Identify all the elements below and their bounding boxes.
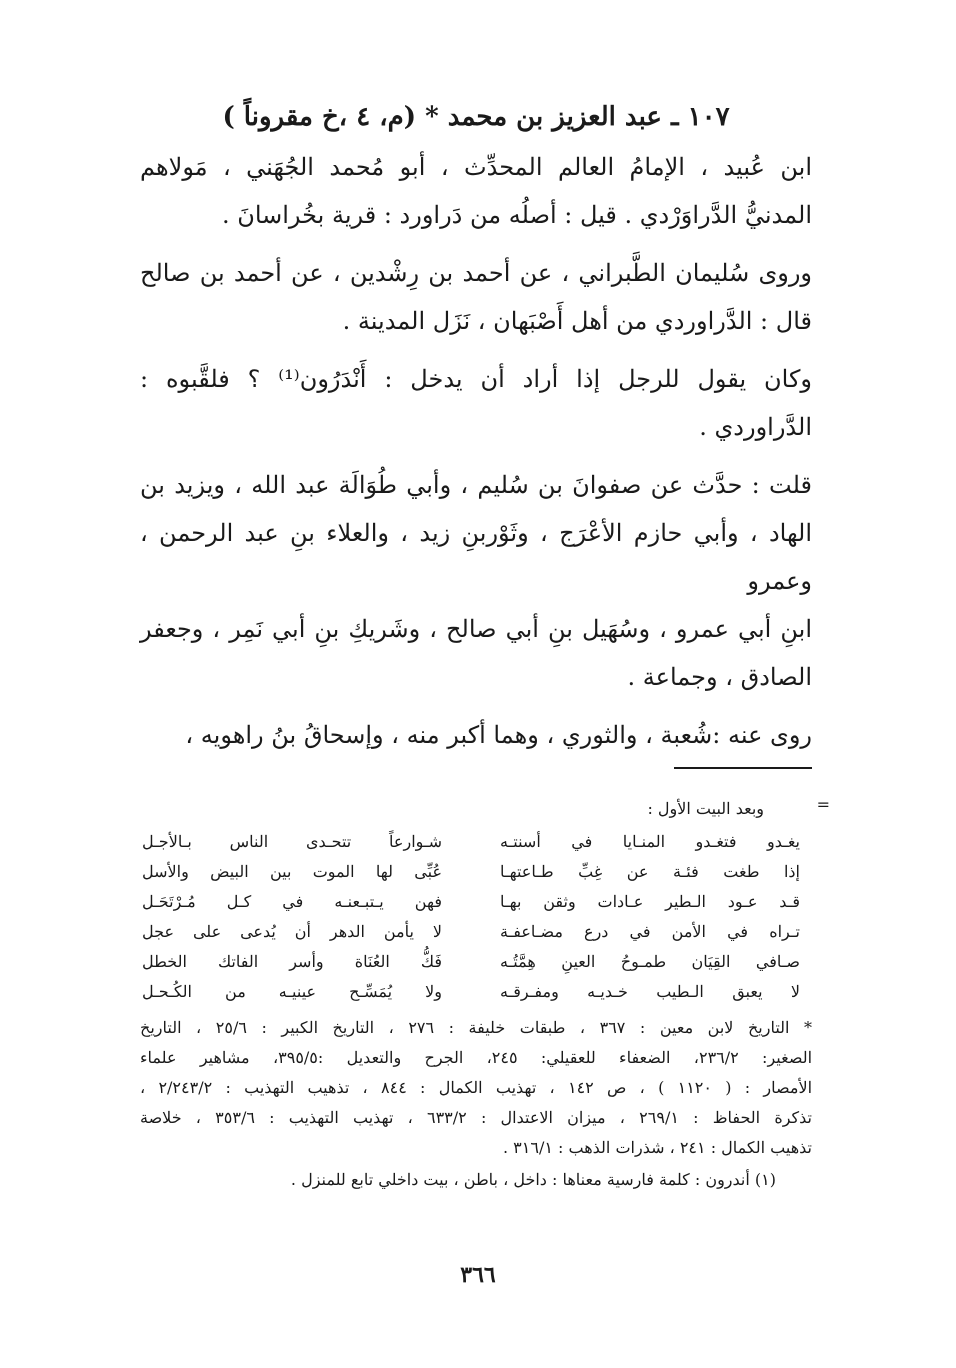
source-line: تذهيب الكمال : ٢٤١ ، شذرات الذهب : ٣١٦/١ . <box>503 1138 812 1157</box>
paragraph-line: المدنيُّ الدَّراوَرْدي . قيل : أصلُه من دَراورد : قرية بخُراسانَ . <box>221 201 812 229</box>
poem-verse <box>140 947 800 977</box>
book-page <box>140 95 830 1189</box>
hemistich-second: شـوارعاً تتحـدى الناس بـالأجـل <box>142 832 442 851</box>
poem-verse <box>140 887 800 917</box>
poem-verse <box>140 917 800 947</box>
page-number: ٣٦٦ <box>460 1262 496 1288</box>
footnote-separator <box>674 767 812 769</box>
paragraph-line: ابنِ أبي عمرو ، وسُهَيل بنِ أبي صالح ، وشَريكِ بنِ أبي نَمِر ، وجعفر <box>140 615 812 643</box>
entry-title: ١٠٧ ـ عبد العزيز بن محمد * (م، ٤ ،خ مقروناً ) <box>222 102 730 132</box>
hemistich-first: يغـدو فتغـدو المنـايا في أسنتـه <box>500 832 800 851</box>
poem-intro: وبعد البيت الأول : <box>647 799 764 818</box>
entry-body <box>140 143 812 759</box>
sources-list <box>140 1013 812 1163</box>
footnote-1: (١) أندرون : كلمة فارسية معناها : داخل ، باطن ، بيت داخلي تابع للمنزل . <box>290 1170 776 1189</box>
source-line: الأمصار : ( ١١٢٠ ) ، ص ١٤٢ ، تهذيب الكمال : ٨٤٤ ، تذهيب التهذيب : ٢/٢٤٣/٢ ، <box>140 1078 813 1097</box>
source-line: * التاريخ لابن معين : ٣٦٧ ، طبقات خليفة : ٢٧٦ ، التاريخ الكبير : ٢٥/٦ ، التاريخ <box>140 1018 813 1037</box>
hemistich-second: عُبِّى لها الموت بين البيض والأسل <box>142 862 442 881</box>
hemistich-first: صـافي القِيَان طمـوحُ العينِ هِمَّتُـه <box>500 952 800 971</box>
paragraph <box>140 355 812 451</box>
poem-verse <box>140 827 800 857</box>
paragraph-line: وكان يقول للرجل إذا أراد أن يدخل : أَنْدَرُون⁽¹⁾ ؟ فلقَّبوه : <box>140 365 812 393</box>
source-line: الصغير: ٢٣٦/٢، الضعفاء للعقيلي: ٢٤٥، الجرح والتعديل :٣٩٥/٥، مشاهير علماء <box>140 1048 813 1067</box>
paragraph <box>140 461 812 701</box>
paragraph-line: الدَّراوردي . <box>699 413 812 441</box>
hemistich-first: تـراه في الأمن في درع مضـاعفـة <box>500 922 800 941</box>
hemistich-second: لا يأمن الدهر أن يُدعى على عجل <box>142 922 442 941</box>
paragraph-line: الهاد ، وأبي حازم الأعْرَج ، وثَوْربنِ زيد ، والعلاء بنِ عبد الرحمن ، وعمرو <box>140 519 812 595</box>
poem <box>140 827 800 1007</box>
hemistich-first: لا يعبق الـطيب خـديـه ومفـرقـه <box>500 982 800 1001</box>
paragraph-line: قلت : حدَّث عن صفوانَ بن سُليم ، وأبي طُوَالَة عبد الله ، ويزيد بن <box>140 471 812 499</box>
paragraph-line: وروى سُليمان الطَّبراني ، عن أحمد بن رِشْدين ، عن أحمد بن صالح <box>140 259 812 287</box>
hemistich-second: فهن يـتبـعنـه في كـل مُـرْتَحَـل <box>142 892 442 911</box>
poem-verse <box>140 977 800 1007</box>
hemistich-second: ولا يُمَسِّـح عينيـه من الكُـحـل <box>142 982 442 1001</box>
paragraph <box>140 143 812 239</box>
poem-verse <box>140 857 800 887</box>
continuation-mark: = <box>816 795 830 814</box>
paragraph <box>140 249 812 345</box>
paragraph-line: روى عنه :شُعبة ، والثوري ، وهما أكبر منه ، وإسحاقُ بنُ راهويه ، <box>185 721 812 749</box>
hemistich-first: إذا طغت فئـة عن غِبِّ طـاعتهـا <box>500 862 800 881</box>
footnotes-section <box>140 795 830 1195</box>
paragraph <box>140 711 812 759</box>
paragraph-line: قال : الدَّراوردي من أهل أَصْبَهان ، نَزَل المدينة . <box>342 307 812 335</box>
paragraph-line: الصادق ، وجماعة . <box>627 663 812 691</box>
hemistich-second: فَكُّ العُنَاة وأسر الفاتك الخطل <box>142 952 442 971</box>
hemistich-first: قـد عـود الـطير عـادات وثقن بهـا <box>500 892 800 911</box>
source-line: تذكرة الحفاظ : ٢٦٩/١ ، ميزان الاعتدال : ٦٣٣/٢ ، تهذيب التهذيب : ٣٥٣/٦ ، خلاصة <box>140 1108 813 1127</box>
paragraph-line: ابن عُبيد ، الإمامُ العالم المحدِّث ، أبو مُحمد الجُهَني ، مَولاهم <box>140 153 812 181</box>
